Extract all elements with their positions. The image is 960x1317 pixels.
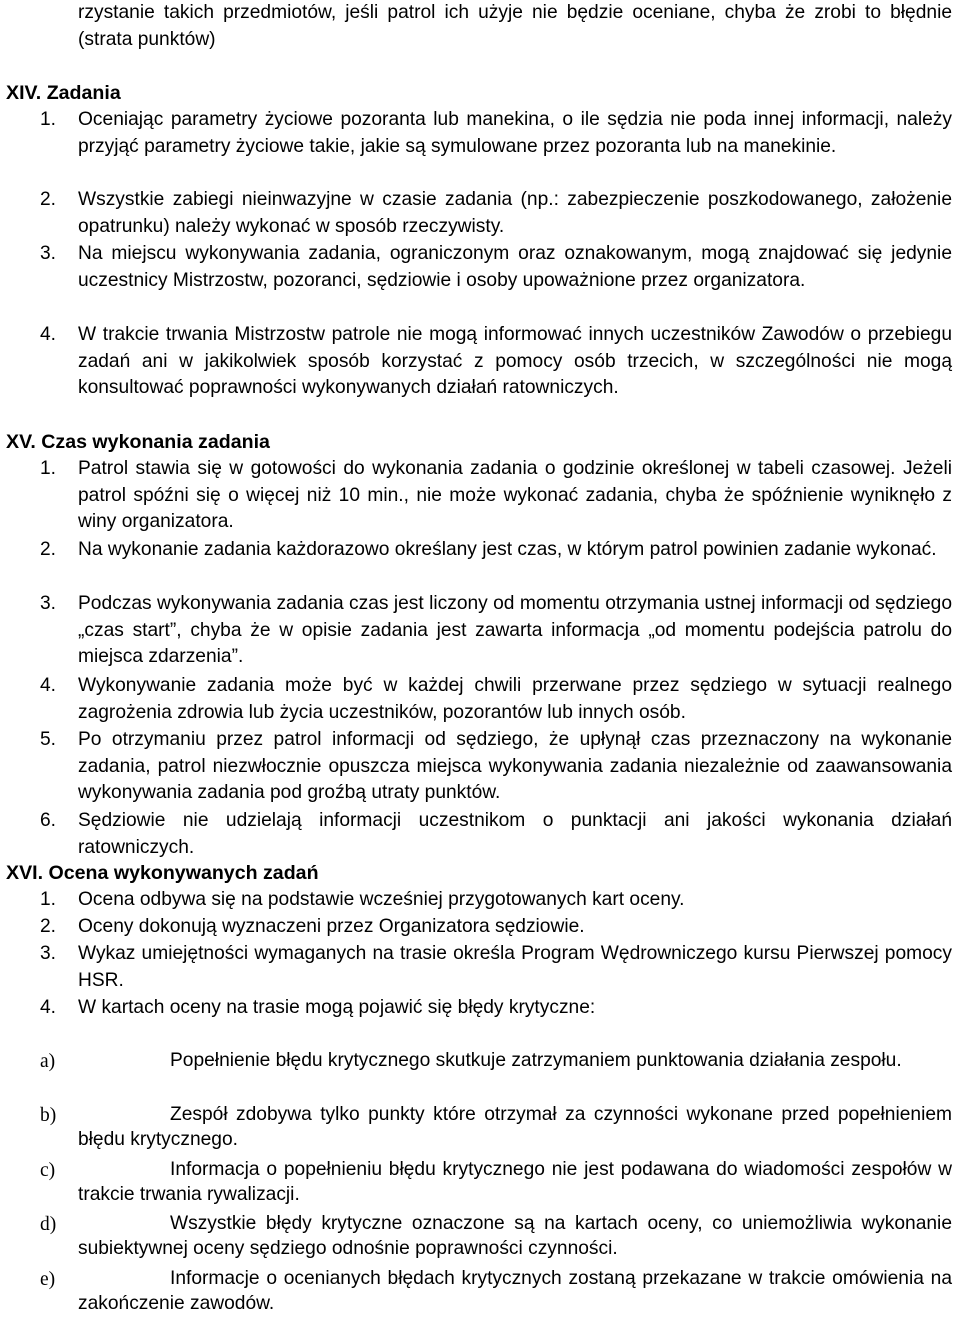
item-text: Na wykonanie zadania każdorazowo określany jest czas, w którym patrol powinien zadanie wykonać.	[78, 539, 937, 560]
item-number: 4.	[40, 324, 57, 345]
item-text: Po otrzymaniu przez patrol informacji od sędziego, że upłynął czas przeznaczony na wykonanie zadania, patrol niezwłocznie opuszcza miejsca wykonywania zadania niezależnie od zaawansowania wykonywania zadania pod groźbą utraty punktów.	[78, 729, 952, 804]
error-text: Informacja o popełnieniu błędu krytycznego nie jest podawana do wiadomości zespołów w trakcie trwania rywalizacji.	[78, 1159, 952, 1205]
item-text	[78, 1158, 952, 1208]
error-text: Popełnienie błędu krytycznego skutkuje zatrzymaniem punktowania działania zespołu.	[170, 1050, 902, 1071]
item-number: 1.	[40, 889, 57, 910]
item-text: Wykonywanie zadania może być w każdej chwili przerwane przez sędziego w sytuacji realnego zagrożenia zdrowia lub życia uczestników, pozorantów lub innych osób.	[78, 675, 952, 723]
item-text: Sędziowie nie udzielają informacji uczestnikom o punktacji ani jakości wykonania działań ratowniczych.	[78, 810, 952, 858]
item-number: 2.	[40, 189, 57, 210]
item-number: 2.	[40, 539, 57, 560]
item-number: 4.	[40, 997, 57, 1018]
error-text: Wszystkie błędy krytyczne oznaczone są na kartach oceny, co uniemożliwia wykonanie subiektywnej oceny sędziego odnośnie poprawności czynności.	[78, 1213, 952, 1259]
item-number: 2.	[40, 916, 57, 937]
error-text: Zespół zdobywa tylko punkty które otrzymał za czynności wykonane przed popełnieniem błędu krytycznego.	[78, 1104, 952, 1150]
section-number: XV.	[6, 431, 36, 453]
section-title: Czas wykonania zadania	[41, 431, 270, 453]
item-text: W trakcie trwania Mistrzostw patrole nie mogą informować innych uczestników Zawodów o przebiegu zadań ani w jakikolwiek sposób korzystać z pomocy osób trzecich, w szczególności nie mogą konsultować poprawności wykonywanych działań ratowniczych.	[78, 324, 952, 399]
item-number: 1.	[40, 458, 57, 479]
item-number: 3.	[40, 943, 57, 964]
item-text: Oceny dokonują wyznaczeni przez Organizatora sędziowie.	[78, 916, 585, 937]
item-text: Patrol stawia się w gotowości do wykonania zadania o godzinie określonej w tabeli czasowej. Jeżeli patrol spóźni się o więcej niż 10 min., nie może wykonać zadania, chyba że spóźnienie wyniknęło z winy organizatora.	[78, 458, 952, 533]
item-letter: b)	[40, 1105, 57, 1126]
item-text: Wykaz umiejętności wymaganych na trasie określa Program Wędrowniczego kursu Pierwszej pomocy HSR.	[78, 943, 952, 991]
section-title: Ocena wykonywanych zadań	[48, 862, 319, 884]
error-text: Informacje o ocenianych błędach krytycznych zostaną przekazane w trakcie omówienia na zakończenie zawodów.	[78, 1268, 952, 1314]
item-text	[78, 1049, 952, 1074]
item-number: 5.	[40, 729, 57, 750]
section-number: XVI.	[6, 862, 44, 884]
item-number: 3.	[40, 243, 57, 264]
item-text: W kartach oceny na trasie mogą pojawić się błędy krytyczne:	[78, 997, 596, 1018]
item-letter: d)	[40, 1214, 57, 1235]
item-letter: a)	[40, 1051, 56, 1072]
item-number: 3.	[40, 593, 57, 614]
item-text	[78, 1267, 952, 1317]
item-text	[78, 1103, 952, 1153]
item-text: Podczas wykonywania zadania czas jest liczony od momentu otrzymania ustnej informacji od sędziego „czas start”, chyba że w opisie zadania jest zawarta informacja „od momentu podejścia patrolu do miejsca zdarzenia”.	[78, 593, 952, 668]
item-number: 6.	[40, 810, 57, 831]
item-text: Wszystkie zabiegi nieinwazyjne w czasie zadania (np.: zabezpieczenie poszkodowanego, założenie opatrunku) należy wykonać w sposób rzeczywisty.	[78, 189, 952, 237]
item-number: 1.	[40, 109, 57, 130]
item-text: Oceniając parametry życiowe pozoranta lub manekina, o ile sędzia nie poda innej informacji, należy przyjąć parametry życiowe takie, jakie są symulowane przez pozoranta lub na manekinie.	[78, 109, 952, 157]
section-number: XIV.	[6, 82, 42, 104]
section-title: Zadania	[46, 82, 121, 104]
item-letter: c)	[40, 1160, 56, 1181]
item-letter: e)	[40, 1269, 56, 1290]
item-text: Ocena odbywa się na podstawie wcześniej przygotowanych kart oceny.	[78, 889, 685, 910]
intro-text: rzystanie takich przedmiotów, jeśli patrol ich użyje nie będzie oceniane, chyba że zrobi to błędnie (strata punktów)	[78, 2, 952, 50]
item-text	[78, 1212, 952, 1262]
item-text: Na miejscu wykonywania zadania, ograniczonym oraz oznakowanym, mogą znajdować się jedynie uczestnicy Mistrzostw, pozoranci, sędziowie i osoby upoważnione przez organizatora.	[78, 243, 952, 291]
item-number: 4.	[40, 675, 57, 696]
